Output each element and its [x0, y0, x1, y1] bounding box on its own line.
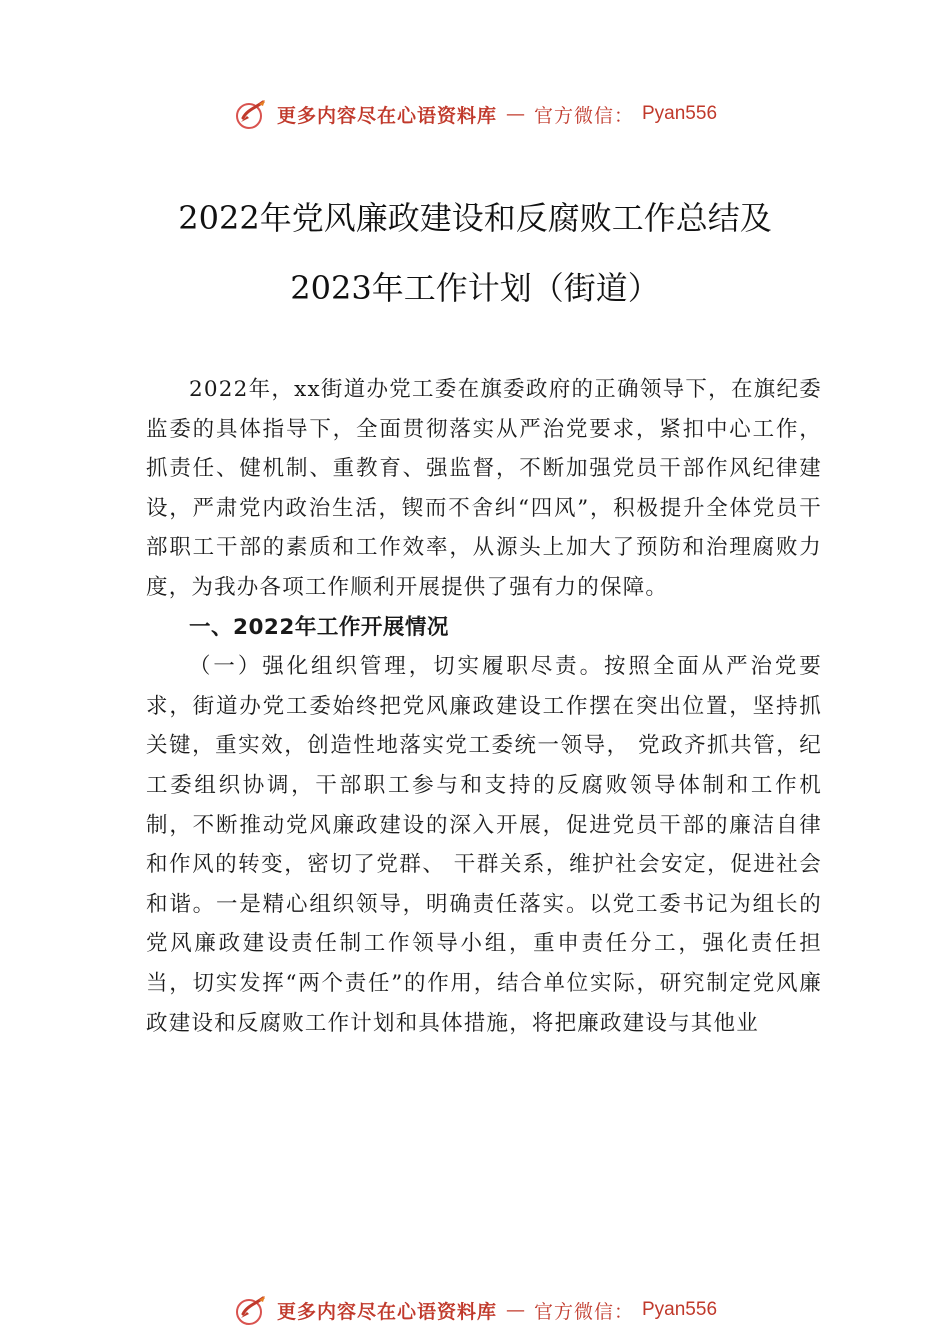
banner-wechat-id: Pyan556	[642, 103, 718, 124]
banner-wechat-id: Pyan556	[642, 1299, 718, 1320]
section1-heading: 一、2022年工作开展情况	[189, 614, 449, 640]
banner-official-text: 官方微信：	[533, 104, 634, 127]
banner-library-text: 更多内容尽在心语资料库	[276, 104, 497, 127]
footer-banner	[0, 1290, 950, 1330]
banner-official-text: 官方微信：	[533, 1300, 634, 1323]
document-title-line2: 2023年工作计划（街道）	[290, 269, 660, 307]
red-brush-pen-logo-icon	[233, 96, 269, 132]
section1-paragraph: （一）强化组织管理，切实履职尽责。按照全面从严治党要求，街道办党工委始终把党风廉政建设工作摆在突出位置，坚持抓关键，重实效，创造性地落实党工委统一领导， 党政齐抓共管，纪工委组织协调，干部职工参与和支持的反腐败领导体制和工作机制，不断推动党风廉政建设的深入开展，促进党员干部的廉洁自律和作风的转变，密切了党群、 干群关系，维护社会安定，促进社会和谐。一是精心组织领导，明确责任落实。以党工委书记为组长的党风廉政建设责任制工作领导小组，重申责任分工，强化责任担当，切实发挥“两个责任”的作用，结合单位实际，研究制定党风廉政建设和反腐败工作计划和具体措施，将把廉政建设与其他业	[146, 654, 822, 1036]
intro-paragraph: 2022年，xx街道办党工委在旗委政府的正确领导下，在旗纪委监委的具体指导下，全面贯彻落实从严治党要求，紧扣中心工作，抓责任、健机制、重教育、强监督，不断加强党员干部作风纪律建设，严肃党内政治生活，锲而不舍纠“四风”，积极提升全体党员干部职工干部的素质和工作效率，从源头上加大了预防和治理腐败力度，为我办各项工作顺利开展提供了强有力的保障。	[146, 377, 822, 600]
banner-dash: —	[505, 1299, 525, 1321]
header-banner	[0, 94, 950, 134]
document-body	[146, 370, 822, 1043]
red-brush-pen-logo-icon	[233, 1292, 269, 1328]
banner-dash: —	[505, 103, 525, 125]
banner-library-text: 更多内容尽在心语资料库	[276, 1300, 497, 1323]
document-title-line1: 2022年党风廉政建设和反腐败工作总结及	[178, 199, 772, 237]
